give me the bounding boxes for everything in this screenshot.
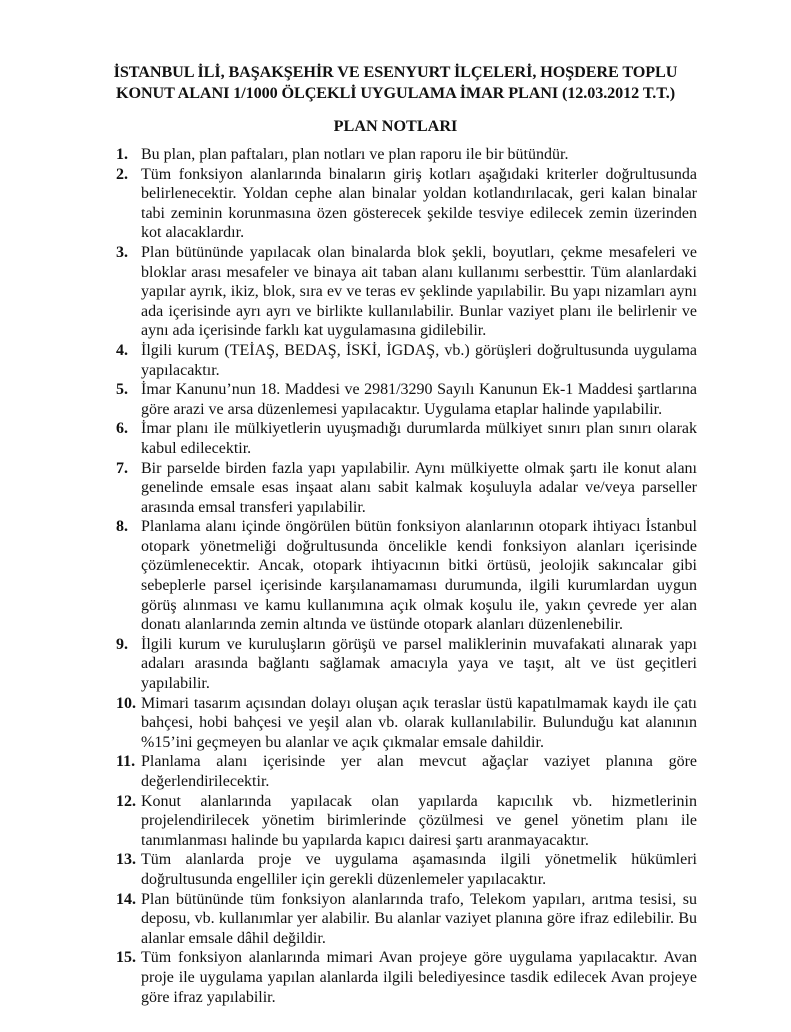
note-text: Tüm alanlarda proje ve uygulama aşamasında ilgili yönetmelik hükümleri doğrultusunda engelliler için gerekli düzenlemeler yapılacaktır.: [141, 851, 697, 888]
note-item: [0, 165, 697, 243]
section-heading: PLAN NOTLARI: [333, 117, 458, 135]
note-text: İmar planı ile mülkiyetlerin uyuşmadığı durumlarda mülkiyet sınırı plan sınırı olarak kabul edilecektir.: [141, 420, 697, 457]
note-number: 2.: [116, 165, 128, 183]
note-number: 7.: [116, 459, 128, 477]
note-number: 12.: [116, 792, 136, 810]
note-number: 11.: [116, 753, 136, 771]
note-item: [0, 380, 697, 419]
note-item: [0, 850, 697, 889]
note-text: Planlama alanı içerisinde yer alan mevcut ağaçlar vaziyet planına göre değerlendirilecektir.: [141, 753, 697, 790]
note-number: 10.: [116, 694, 136, 712]
plan-notes-list: [0, 145, 791, 1007]
note-text: Tüm fonksiyon alanlarında mimari Avan projeye göre uygulama yapılacaktır. Avan proje ile uygulama yapılan alanlarda ilgili belediyesince tasdik edilecek Avan projeye göre ifraz yapılabilir.: [141, 949, 697, 1006]
note-item: [0, 341, 697, 380]
note-item: [0, 694, 697, 753]
note-text: Konut alanlarında yapılacak olan yapılarda kapıcılık vb. hizmetlerinin projelendirilecek yönetim birimlerinde çözülmesi ve genel yönetim planı ile tanımlanması halinde bu yapılarda kapıcı dairesi şartı aranmayacaktır.: [141, 792, 697, 849]
note-item: [0, 243, 697, 341]
note-item: [0, 517, 697, 635]
note-text: İmar Kanunu’nun 18. Maddesi ve 2981/3290 Sayılı Kanunun Ek-1 Maddesi şartlarına göre arazi ve arsa düzenlemesi yapılacaktır. Uygulama etaplar halinde yapılabilir.: [141, 381, 697, 418]
note-number: 14.: [116, 890, 136, 908]
note-item: [0, 948, 697, 1007]
note-text: Plan bütününde yapılacak olan binalarda blok şekli, boyutları, çekme mesafeleri ve bloklar arası mesafeler ve binaya ait taban alanı kullanımı serbesttir. Tüm alanlardaki yapılar ayrık, ikiz, blok, sıra ev ve teras ev şeklinde yapılabilir. Bu yapı nizamları aynı ada içerisinde ayrı ayrı ve birlikte kullanılabilir. Bunlar vaziyet planı ile belirlenir ve aynı ada içerisinde farklı kat uygulamasına gidilebilir.: [141, 243, 697, 340]
note-number: 15.: [116, 949, 136, 967]
note-item: [0, 419, 697, 458]
note-text: İlgili kurum ve kuruluşların görüşü ve parsel maliklerinin muvafakati alınarak yapı adaları arasında bağlantı sağlamak amacıyla yaya ve taşıt, alt ve üst geçitleri yapılabilir.: [141, 635, 697, 693]
note-item: [0, 635, 697, 694]
note-item: [0, 792, 697, 851]
note-text: Mimari tasarım açısından dolayı oluşan açık teraslar üstü kapatılmamak kaydı ile çatı bahçesi, hobi bahçesi ve yeşil alan vb. olarak kullanılabilir. Bulunduğu kat alanının %15’ini geçmeyen bu alanlar ve açık çıkmalar emsale dahildir.: [141, 694, 697, 751]
note-number: 8.: [116, 518, 128, 536]
note-number: 13.: [116, 851, 136, 869]
note-text: Tüm fonksiyon alanlarında binaların giriş kotları aşağıdaki kriterler doğrultusunda belirlenecektir. Yoldan cephe alan binalar yoldan kotlandırılacak, geri kalan binalar tabi zeminin korunmasına özen gösterecek şekilde tesviye edilecek zemin üzerinden kot alacaklardır.: [141, 165, 697, 242]
note-number: 3.: [116, 243, 128, 261]
note-text: Bu plan, plan paftaları, plan notları ve plan raporu ile bir bütündür.: [141, 146, 569, 163]
note-text: Bir parselde birden fazla yapı yapılabilir. Aynı mülkiyette olmak şartı ile konut alanı genelinde emsale esas inşaat alanı sabit kalmak koşuluyla adalar ve/veya parseller arasında emsal transferi yapılabilir.: [141, 459, 697, 516]
note-text: Plan bütününde tüm fonksiyon alanlarında trafo, Telekom yapıları, arıtma tesisi, su deposu, vb. kullanımlar yer alabilir. Bu alanlar vaziyet planına göre ifraz edilebilir. Bu alanlar emsale dâhil değildir.: [141, 890, 697, 947]
note-item: [0, 145, 697, 165]
note-number: 9.: [116, 635, 128, 653]
document-title: [0, 62, 791, 104]
note-number: 1.: [116, 146, 128, 163]
note-number: 5.: [116, 381, 128, 399]
note-item: [0, 459, 697, 518]
note-number: 6.: [116, 420, 128, 438]
note-text: İlgili kurum (TEİAŞ, BEDAŞ, İSKİ, İGDAŞ, vb.) görüşleri doğrultusunda uygulama yapılacaktır.: [141, 341, 697, 379]
title-line-2: KONUT ALANI 1/1000 ÖLÇEKLİ UYGULAMA İMAR PLANI (12.03.2012 T.T.): [115, 84, 675, 102]
note-number: 4.: [116, 341, 128, 359]
note-item: [0, 752, 697, 791]
note-text: Planlama alanı içinde öngörülen bütün fonksiyon alanlarının otopark ihtiyacı İstanbul otopark yönetmeliği doğrultusunda öncelikle kendi fonksiyon alanları içerisinde çözümlenecektir. Ancak, otopark ihtiyacının bitki örtüsü, jeolojik sakıncalar gibi sebeplerle parsel içerisinde karşılanamaması durumunda, ilgili kurumlardan uygun görüş alınması ve kamu kullanımına açık olmak koşulu ile, yakın çevrede yer alan donatı alanlarında zemin altında ve üstünde otopark alanları düzenlenebilir.: [141, 518, 697, 634]
title-line-1: İSTANBUL İLİ, BAŞAKŞEHİR VE ESENYURT İLÇELERİ, HOŞDERE TOPLU: [113, 63, 678, 81]
note-item: [0, 890, 697, 949]
